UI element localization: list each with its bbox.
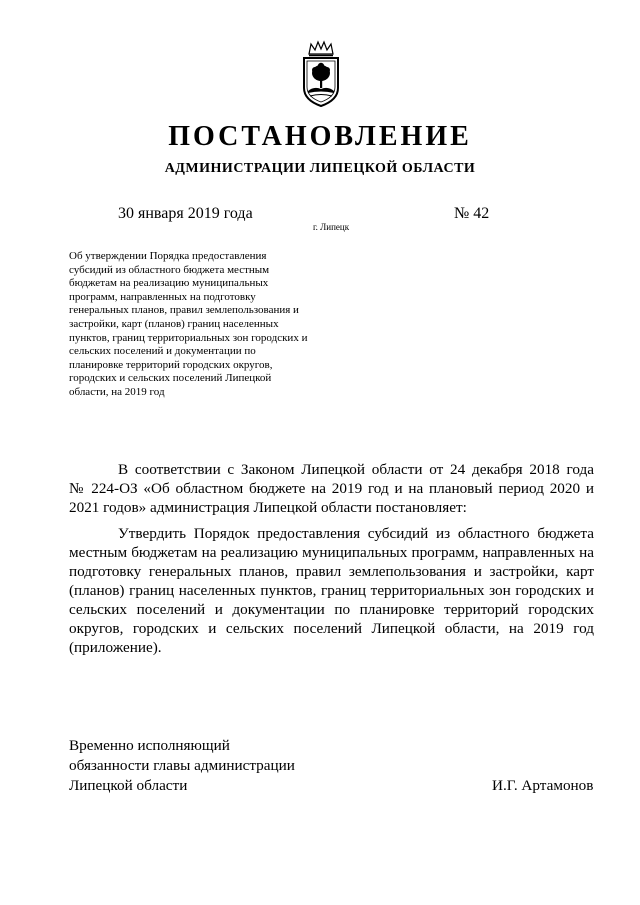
resolution-paragraph bbox=[69, 524, 594, 657]
paragraph-line: подготовку генеральных планов, правил землепользования и застройки, карт bbox=[69, 563, 594, 580]
document-title: ПОСТАНОВЛЕНИЕ bbox=[168, 121, 472, 152]
document-number: № 42 bbox=[454, 205, 490, 222]
subject-line: генеральных планов, правил землепользования и bbox=[69, 304, 299, 317]
signatory-position-line: Временно исполняющий bbox=[69, 737, 230, 754]
signatory-position-line: обязанности главы администрации bbox=[69, 757, 295, 774]
document-date: 30 января 2019 года bbox=[118, 205, 253, 222]
paragraph-line: 2021 годов» администрация Липецкой области постановляет: bbox=[69, 499, 467, 516]
subject-line: сельских поселений и документации по bbox=[69, 345, 256, 358]
paragraph-line: (приложение). bbox=[69, 639, 162, 656]
signatory-position bbox=[69, 736, 295, 796]
document-subject bbox=[69, 250, 344, 400]
signatory-position-line: Липецкой области bbox=[69, 777, 188, 794]
paragraph-line: сельских поселений и документации по планировке территорий городских bbox=[69, 601, 594, 618]
paragraph-line: (планов) границ населенных пунктов, границ территориальных зон городских и bbox=[69, 582, 594, 599]
preamble-paragraph bbox=[69, 460, 594, 517]
document-city: г. Липецк bbox=[313, 222, 350, 232]
subject-line: планировке территорий городских округов, bbox=[69, 358, 273, 371]
subject-line: застройки, карт (планов) границ населенных bbox=[69, 317, 279, 330]
subject-line: городских и сельских поселений Липецкой bbox=[69, 372, 272, 385]
emblem bbox=[296, 40, 346, 110]
subject-line: Об утверждении Порядка предоставления bbox=[69, 250, 267, 262]
paragraph-line: В соответствии с Законом Липецкой области от 24 декабря 2018 года bbox=[118, 461, 594, 478]
paragraph-line: Утвердить Порядок предоставления субсидий из областного бюджета bbox=[118, 525, 594, 542]
document-subtitle: АДМИНИСТРАЦИИ ЛИПЕЦКОЙ ОБЛАСТИ bbox=[164, 161, 476, 176]
subject-line: области, на 2019 год bbox=[69, 385, 165, 398]
subject-line: субсидий из областного бюджета местным bbox=[69, 263, 270, 276]
lipetsk-coat-of-arms-icon bbox=[296, 40, 346, 110]
paragraph-line: округов, городских и сельских поселений Липецкой области, на 2019 год bbox=[69, 620, 594, 637]
signatory-name: И.Г. Артамонов bbox=[492, 777, 594, 794]
paragraph-line: местным бюджетам на реализацию муниципальных программ, направленных на bbox=[69, 544, 594, 561]
paragraph-line: № 224-ОЗ «Об областном бюджете на 2019 год и на плановый период 2020 и bbox=[69, 480, 594, 497]
subject-line: бюджетам на реализацию муниципальных bbox=[69, 277, 269, 290]
subject-line: пунктов, границ территориальных зон городских и bbox=[69, 331, 308, 344]
subject-line: программ, направленных на подготовку bbox=[69, 290, 256, 303]
